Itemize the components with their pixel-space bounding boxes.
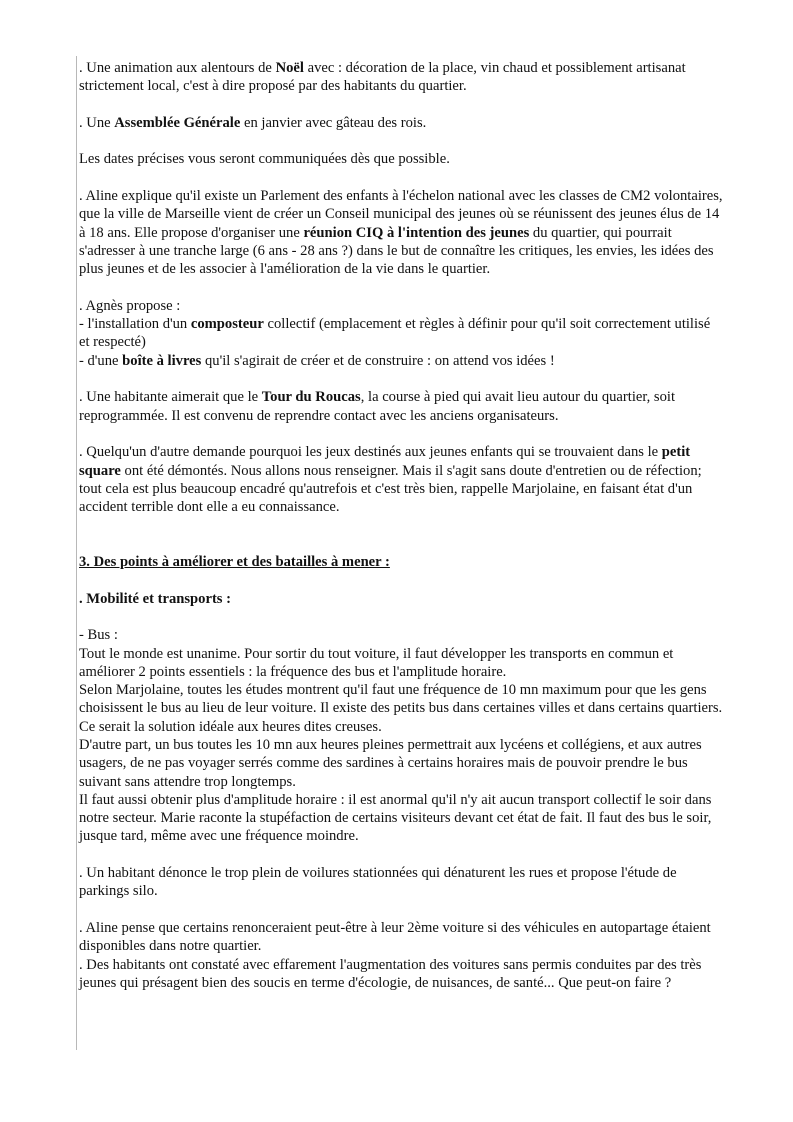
paragraph-sans-permis: . Des habitants ont constaté avec effarement l'augmentation des voitures sans permis conduites par des très jeunes qui présagent bien des soucis en terme d'écologie, de nuisances, de santé... Que peut-on faire ? bbox=[79, 956, 702, 991]
bus-line-4: Il faut aussi obtenir plus d'amplitude horaire : il est anormal qu'il n'y ait aucun transport collectif le soir dans notre secteur. Marie raconte la stupéfaction de certains visiteurs devant cet état de fait. Il faut des bus le soir, jusque tard, même avec une fréquence moindre. bbox=[79, 791, 712, 845]
bold-term-boite: boîte à livres bbox=[122, 352, 202, 369]
text-run: du quartier, qui pourrait s'adresser à une tranche large (6 ans - 28 ans ?) dans le but de connaître les critiques, les envies, les idées des plus jeunes et de les associer à l'amélioration de la vie dans le quartier. bbox=[79, 224, 714, 278]
paragraph-assemblee-generale bbox=[79, 114, 724, 132]
paragraph-petit-square bbox=[79, 443, 724, 516]
text-run: collectif (emplacement et règles à définir pour qu'il soit correctement utilisé et respecté) bbox=[79, 316, 711, 351]
text-run: avec : décoration de la place, vin chaud et possiblement artisanat strictement local, c'est à dire proposé par des habitants du quartier. bbox=[79, 60, 686, 95]
bold-term-noel: Noël bbox=[275, 60, 304, 76]
text-run: qu'il s'agirait de créer et de construire : on attend vos idées ! bbox=[201, 352, 555, 369]
paragraph-autopartage: . Aline pense que certains renonceraient peut-être à leur 2ème voiture si des véhicules en autopartage étaient disponibles dans notre quartier. bbox=[79, 919, 711, 955]
text-run: . Une habitante aimerait que le bbox=[79, 389, 262, 406]
bold-term-reunion: réunion CIQ à l'intention des jeunes bbox=[303, 224, 530, 241]
subheading-mobilite bbox=[79, 590, 724, 608]
text-run: . Une bbox=[79, 114, 115, 131]
text-run: . Aline explique qu'il existe un Parlement des enfants à l'échelon national avec les classes de CM2 volontaires, que la ville de Marseille vient de créer un Conseil municipal des jeunes où se réunissent des jeunes élus de 14 à 18 ans. Elle propose d'organiser une bbox=[79, 188, 723, 241]
paragraph-agnes-intro: . Agnès propose : bbox=[79, 297, 181, 314]
list-item-composteur bbox=[79, 315, 724, 352]
bold-term-square: petit square bbox=[79, 444, 691, 479]
text-run: - l'installation d'un bbox=[79, 316, 191, 333]
bold-term-assemblee: Assemblée Générale bbox=[114, 114, 241, 131]
document-body bbox=[79, 59, 724, 992]
list-item-boite-a-livres bbox=[79, 352, 724, 370]
paragraph-dates: Les dates précises vous seront communiquées dès que possible. bbox=[79, 151, 450, 168]
bold-term-composteur: composteur bbox=[190, 316, 264, 333]
section-heading-3: 3. Des points à améliorer et des batailles à mener : bbox=[79, 554, 390, 571]
text-run: - d'une bbox=[79, 352, 123, 369]
text-run: . Une animation aux alentours de bbox=[79, 60, 276, 76]
text-run: en janvier avec gâteau des rois. bbox=[240, 114, 427, 131]
bus-line-3: D'autre part, un bus toutes les 10 mn aux heures pleines permettrait aux lycéens et collégiens, et aux autres usagers, de ne pas voyager serrés comme des sardines à certains horaires mais de pouvoir prendre le bus suivant sans attendre trop longtemps. bbox=[79, 736, 702, 790]
bold-subheading: . Mobilité et transports : bbox=[79, 590, 231, 607]
paragraph-tour-du-roucas bbox=[79, 388, 724, 425]
paragraph-aline-jeunes bbox=[79, 187, 724, 278]
bus-line-1: Tout le monde est unanime. Pour sortir du tout voiture, il faut développer les transports en commun et améliorer 2 points essentiels : la fréquence des bus et l'amplitude horaire. bbox=[79, 645, 674, 680]
bus-label: - Bus : bbox=[79, 627, 118, 644]
text-run: ont été démontés. Nous allons nous renseigner. Mais il s'agit sans doute d'entretien ou de réfection; tout cela est plus beaucoup encadré qu'autrefois et c'est très bien, rappelle Marjolaine, en faisant état d'un accident terrible dont elle a eu connaissance. bbox=[79, 462, 702, 516]
bold-term-roucas: Tour du Roucas bbox=[261, 389, 361, 406]
margin-line bbox=[76, 56, 77, 1050]
paragraph-voitures-stationnees: . Un habitant dénonce le trop plein de voilures stationnées qui dénaturent les rues et propose l'étude de parkings silo. bbox=[79, 865, 677, 900]
text-run: , la course à pied qui avait lieu autour du quartier, soit reprogrammée. Il est convenu de reprendre contact avec les anciens organisateurs. bbox=[79, 389, 676, 424]
bus-line-2: Selon Marjolaine, toutes les études montrent qu'il faut une fréquence de 10 mn maximum pour que les gens choisissent le bus au lieu de leur voiture. Il existe des petits bus dans certaines villes et dans certains quartiers. Ce serait la solution idéale aux heures dites creuses. bbox=[79, 682, 723, 735]
text-run: . Quelqu'un d'autre demande pourquoi les jeux destinés aux jeunes enfants qui se trouvaient dans le bbox=[79, 444, 662, 461]
paragraph-noel bbox=[79, 59, 724, 96]
